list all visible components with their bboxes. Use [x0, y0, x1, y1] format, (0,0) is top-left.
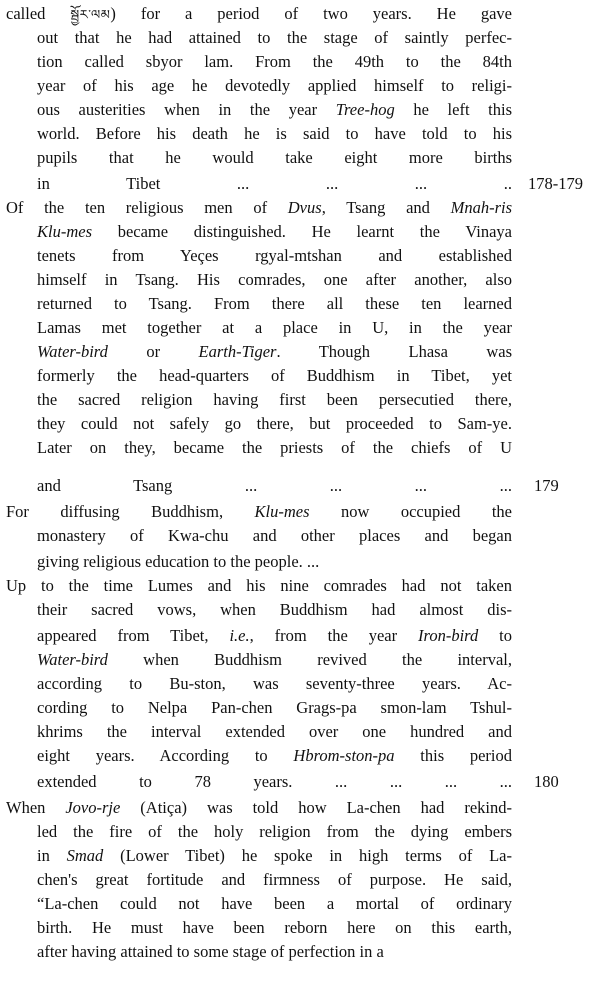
italic-term: Klu-mes — [37, 222, 92, 241]
line-text — [37, 220, 512, 244]
line-text — [37, 524, 512, 548]
italic-term: Mnah-ris — [450, 198, 512, 217]
line-text — [37, 744, 512, 768]
line-text — [37, 436, 512, 460]
line-text — [6, 500, 512, 524]
text-segment: . Though Lhasa was — [276, 342, 512, 361]
text-line — [0, 648, 600, 672]
italic-term: Hbrom-ston-pa — [293, 746, 395, 765]
text-segment: and Tsang ... ... ... ... — [37, 476, 512, 495]
italic-term: Earth-Tiger — [198, 342, 277, 361]
line-text — [37, 624, 512, 648]
line-text — [37, 98, 512, 122]
text-segment: “La-chen could not have been a mortal of ordinary — [37, 894, 512, 913]
line-text — [37, 672, 512, 696]
text-segment: Lamas met together at a place in U, in the year — [37, 318, 512, 337]
text-line — [0, 364, 600, 388]
text-segment: tenets from Yeçes rgyal-mtshan and established — [37, 246, 512, 265]
text-line — [0, 340, 600, 364]
line-text — [37, 268, 512, 292]
text-segment: extended to 78 years. ... ... ... ... — [37, 772, 512, 791]
line-text — [6, 2, 512, 27]
text-segment: in Tibet ... ... ... .. — [37, 174, 512, 193]
line-text — [37, 474, 512, 498]
text-line — [0, 412, 600, 436]
text-line — [0, 770, 600, 794]
text-segment: they could not safely go there, but proceeded to Sam-ye. — [37, 414, 512, 433]
text-line — [0, 500, 600, 524]
text-segment: himself in Tsang. His comrades, one after another, also — [37, 270, 512, 289]
text-segment: world. Before his death he is said to have told to his — [37, 124, 512, 143]
text-segment: or — [107, 342, 199, 361]
text-line — [0, 744, 600, 768]
text-segment: , from the year — [249, 626, 419, 645]
text-line — [0, 50, 600, 74]
text-segment: pupils that he would take eight more births — [37, 148, 512, 167]
italic-term: Dvus — [287, 198, 322, 217]
italic-term: Water-bird — [37, 342, 108, 361]
text-segment: appeared from Tibet, — [37, 626, 230, 645]
text-line — [0, 220, 600, 244]
text-line — [0, 98, 600, 122]
text-segment: Later on they, became the priests of the chiefs of U — [37, 438, 512, 457]
text-segment: this period — [394, 746, 512, 765]
text-line — [0, 74, 600, 98]
line-text — [37, 364, 512, 388]
text-line — [0, 268, 600, 292]
text-segment: cording to Nelpa Pan-chen Grags-pa smon-lam Tshul- — [37, 698, 512, 717]
line-text — [37, 122, 512, 146]
line-text — [37, 388, 512, 412]
line-text — [37, 412, 512, 436]
text-segment: the sacred religion having first been persecutied there, — [37, 390, 512, 409]
italic-term: Jovo-rje — [65, 798, 121, 817]
line-text — [37, 550, 512, 574]
text-segment: When — [6, 798, 66, 817]
line-text — [6, 574, 512, 598]
line-text — [37, 892, 512, 916]
italic-term: Klu-mes — [254, 502, 310, 521]
line-text — [37, 696, 512, 720]
text-segment: to — [478, 626, 512, 645]
page-reference: 178-179 — [528, 174, 583, 193]
text-segment: their sacred vows, when Buddhism had almost dis- — [37, 600, 512, 619]
line-text — [37, 172, 512, 196]
line-text — [37, 292, 512, 316]
text-segment: Of the ten religious men of — [6, 198, 288, 217]
text-segment: out that he had attained to the stage of saintly perfec- — [37, 28, 512, 47]
line-text — [37, 770, 512, 794]
text-line — [0, 524, 600, 548]
line-text — [37, 244, 512, 268]
text-line — [0, 122, 600, 146]
text-segment: returned to Tsang. From there all these ten learned — [37, 294, 512, 313]
text-line — [0, 436, 600, 460]
text-line — [0, 796, 600, 820]
text-segment: formerly the head-quarters of Buddhism in Tibet, yet — [37, 366, 512, 385]
line-text — [37, 820, 512, 844]
text-line — [0, 550, 600, 574]
text-segment: after having attained to some stage of perfection in a — [37, 942, 384, 961]
line-text — [37, 720, 512, 744]
line-text — [37, 74, 512, 98]
tibetan-script: སྦྱོར་ལམ — [70, 7, 111, 22]
text-line — [0, 892, 600, 916]
line-text — [37, 940, 512, 964]
line-text — [37, 648, 512, 672]
text-line — [0, 624, 600, 648]
text-line — [0, 292, 600, 316]
text-line — [0, 196, 600, 220]
text-line — [0, 940, 600, 964]
text-segment: in — [37, 846, 67, 865]
text-segment: led the fire of the holy religion from the dying embers — [37, 822, 512, 841]
line-text — [37, 844, 512, 868]
italic-term: i.e. — [229, 626, 250, 645]
italic-term: Tree-hog — [335, 100, 395, 119]
text-segment: now occupied the — [309, 502, 512, 521]
page-reference: 179 — [534, 476, 559, 495]
text-segment: monastery of Kwa-chu and other places and began — [37, 526, 512, 545]
text-line — [0, 2, 600, 26]
text-segment: Up to the time Lumes and his nine comrades had not taken — [6, 576, 512, 595]
line-text — [37, 868, 512, 892]
line-text — [6, 796, 512, 820]
text-segment: according to Bu-ston, was seventy-three years. Ac- — [37, 674, 512, 693]
text-segment: birth. He must have been reborn here on this earth, — [37, 918, 512, 937]
text-line — [0, 844, 600, 868]
text-line — [0, 916, 600, 940]
text-line — [0, 146, 600, 170]
italic-term: Iron-bird — [418, 626, 479, 645]
line-text — [6, 196, 512, 220]
text-segment: (Atiça) was told how La-chen had rekind- — [120, 798, 512, 817]
text-line — [0, 820, 600, 844]
text-segment: called — [6, 4, 71, 23]
text-segment: chen's great fortitude and firmness of purpose. He said, — [37, 870, 512, 889]
text-line — [0, 696, 600, 720]
text-line — [0, 720, 600, 744]
text-segment: eight years. According to — [37, 746, 294, 765]
italic-term: Water-bird — [37, 650, 108, 669]
italic-term: Smad — [66, 846, 104, 865]
text-segment: giving religious education to the people. ... — [37, 552, 320, 571]
text-line — [0, 574, 600, 598]
text-line — [0, 598, 600, 622]
text-segment: when Buddhism revived the interval, — [107, 650, 512, 669]
text-segment: For diffusing Buddhism, — [6, 502, 255, 521]
line-text — [37, 598, 512, 622]
text-segment: he left this — [394, 100, 512, 119]
line-text — [37, 316, 512, 340]
line-text — [37, 26, 512, 50]
text-line — [0, 672, 600, 696]
text-line — [0, 244, 600, 268]
text-line — [0, 474, 600, 498]
text-segment: , Tsang and — [321, 198, 451, 217]
text-line — [0, 316, 600, 340]
line-text — [37, 50, 512, 74]
text-segment: year of his age he devotedly applied himself to religi- — [37, 76, 512, 95]
text-segment: khrims the interval extended over one hundred and — [37, 722, 512, 741]
text-segment: ous austerities when in the year — [37, 100, 336, 119]
text-segment: ) for a period of two years. He gave — [110, 4, 513, 23]
text-segment: became distinguished. He learnt the Vinaya — [92, 222, 512, 241]
text-segment: (Lower Tibet) he spoke in high terms of La- — [103, 846, 513, 865]
page-reference: 180 — [534, 772, 559, 791]
line-text — [37, 340, 512, 364]
text-line — [0, 172, 600, 196]
text-line — [0, 388, 600, 412]
line-text — [37, 916, 512, 940]
text-segment: tion called sbyor lam. From the 49th to the 84th — [37, 52, 512, 71]
text-line — [0, 868, 600, 892]
text-line — [0, 26, 600, 50]
line-text — [37, 146, 512, 170]
